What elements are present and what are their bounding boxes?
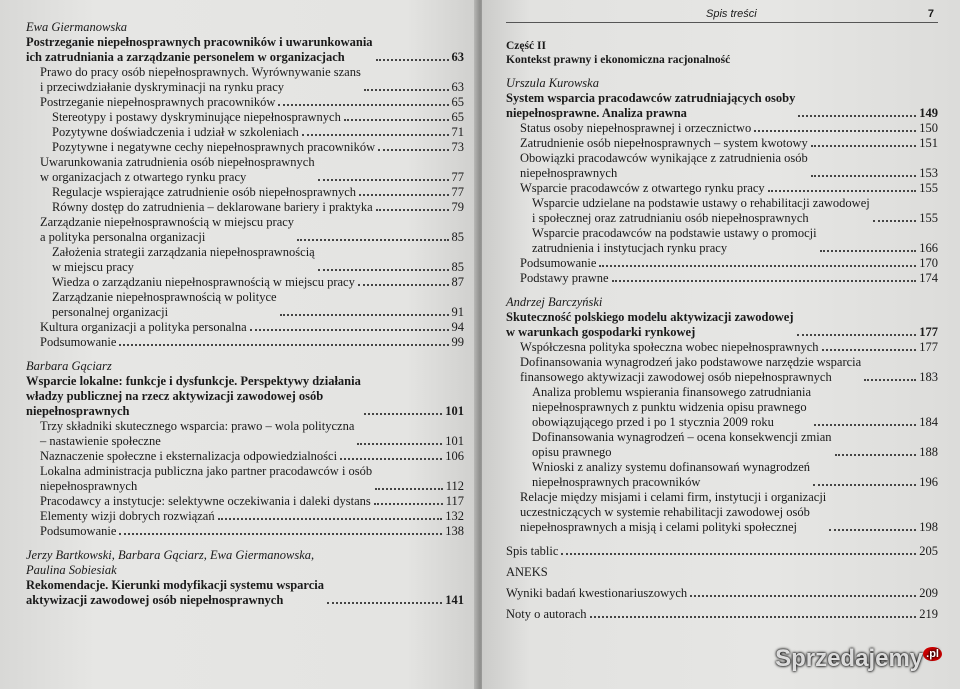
toc-page-number: 166 — [919, 241, 938, 255]
dot-leader — [829, 529, 916, 531]
dot-leader — [359, 194, 448, 196]
toc-page-number: 151 — [919, 136, 938, 150]
toc-entry-text: Postrzeganie niepełnosprawnych pracowników — [40, 95, 276, 109]
toc-entry — [506, 136, 938, 151]
part-label: Część II — [506, 40, 546, 52]
toc-entry — [26, 464, 464, 494]
toc-page-number: 99 — [451, 335, 464, 349]
dot-leader — [814, 424, 916, 426]
toc-page-number: 198 — [919, 520, 938, 534]
dot-leader — [364, 89, 449, 91]
toc-entry-text: Pozytywne doświadczenia i udział w szkoleniach — [52, 125, 299, 139]
toc-page-number: 150 — [919, 121, 938, 135]
toc-entry-text: System wsparcia pracodawców zatrudniających osoby niepełnosprawne. Analiza prawna — [506, 91, 796, 120]
right-toc — [506, 76, 938, 544]
toc-entry-text: Stereotypy i postawy dyskryminujące niepełnosprawnych — [52, 110, 341, 124]
toc-entry — [26, 245, 464, 275]
toc-page-number: 209 — [919, 586, 938, 600]
toc-page-number: 79 — [451, 200, 464, 214]
toc-entry-text: Wsparcie pracodawców z otwartego rynku pracy — [520, 181, 765, 195]
toc-page-number: 101 — [445, 434, 464, 448]
section-author: Urszula Kurowska — [506, 76, 599, 90]
toc-entry — [506, 430, 938, 460]
toc-entry-text: Status osoby niepełnosprawnej i orzecznictwo — [520, 121, 752, 135]
toc-page-number: 184 — [919, 415, 938, 429]
toc-entry-text: Naznaczenie społeczne i eksternalizacja odpowiedzialności — [40, 449, 338, 463]
toc-entry — [26, 320, 464, 335]
toc-entry — [506, 196, 938, 226]
dot-leader — [378, 149, 448, 151]
toc-page-number: 106 — [445, 449, 464, 463]
dot-leader — [318, 269, 449, 271]
right-page — [482, 0, 960, 689]
dot-leader — [357, 443, 442, 445]
watermark-suffix: .pl — [923, 647, 942, 661]
dot-leader — [374, 503, 443, 505]
toc-entry — [506, 121, 938, 136]
toc-entry — [506, 460, 938, 490]
toc-page-number: 132 — [445, 509, 464, 523]
part-heading — [506, 39, 938, 67]
toc-page-number: 85 — [451, 260, 464, 274]
toc-entry — [26, 524, 464, 539]
toc-entry-text: Współczesna polityka społeczna wobec niepełnosprawnych — [520, 340, 819, 354]
toc-entry-text: Zarządzanie niepełnosprawnością w polityce personalnej organizacji — [52, 290, 277, 319]
toc-entry-text: Lokalna administracja publiczna jako partner pracodawców i osób niepełnosprawnych — [40, 464, 373, 493]
toc-entry — [506, 340, 938, 355]
toc-entry — [506, 226, 938, 256]
toc-entry — [506, 607, 938, 622]
dot-leader — [375, 488, 443, 490]
toc-entry — [506, 310, 938, 340]
dot-leader — [278, 104, 448, 106]
toc-section — [26, 359, 464, 539]
toc-page-number: 85 — [451, 230, 464, 244]
dot-leader — [864, 379, 916, 381]
dot-leader — [820, 250, 917, 252]
toc-page-number: 149 — [919, 106, 938, 120]
toc-entry — [506, 565, 938, 580]
toc-entry — [506, 355, 938, 385]
toc-entry-text: Pracodawcy a instytucje: selektywne oczekiwania i daleki dystans — [40, 494, 371, 508]
section-author: Ewa Giermanowska — [26, 20, 128, 34]
toc-entry — [26, 35, 464, 65]
dot-leader — [344, 119, 449, 121]
toc-entry-text: Elementy wizji dobrych rozwiązań — [40, 509, 215, 523]
toc-entry-text: Kultura organizacji a polityka personalna — [40, 320, 247, 334]
toc-entry — [26, 185, 464, 200]
toc-entry-text: Podsumowanie — [40, 524, 117, 538]
toc-entry-text: Rekomendacje. Kierunki modyfikacji systemu wsparcia aktywizacji zawodowej osób niepełnosprawnych — [26, 578, 325, 607]
toc-entry-text: Równy dostęp do zatrudnienia – deklarowane bariery i praktyka — [52, 200, 373, 214]
dot-leader — [690, 595, 916, 597]
toc-entry-text: ANEKS — [506, 565, 548, 579]
toc-page-number: 71 — [451, 125, 464, 139]
toc-entry-text: Relacje między misjami i celami firm, instytucji i organizacji uczestniczących w systemie rehabilitacji zawodowej osób niepełnosprawnych a misją i celami polityki społecznej — [520, 490, 827, 534]
toc-page-number: 170 — [919, 256, 938, 270]
dot-leader — [119, 344, 448, 346]
toc-entry-text: Noty o autorach — [506, 607, 587, 621]
toc-entry — [506, 91, 938, 121]
toc-page-number: 205 — [919, 544, 938, 558]
toc-entry-text: Uwarunkowania zatrudnienia osób niepełnosprawnych w organizacjach z otwartego rynku pracy — [40, 155, 315, 184]
dot-leader — [302, 134, 449, 136]
toc-entry-text: Regulacje wspierające zatrudnienie osób niepełnosprawnych — [52, 185, 357, 199]
toc-entry — [506, 490, 938, 535]
toc-entry-text: Założenia strategii zarządzania niepełnosprawnością w miejscu pracy — [52, 245, 315, 274]
toc-entry-text: Dofinansowania wynagrodzeń jako podstawowe narzędzie wsparcia finansowego aktywizacji zawodowej osób niepełnosprawnych — [520, 355, 862, 384]
toc-entry — [506, 181, 938, 196]
toc-entry — [26, 65, 464, 95]
spacer — [26, 611, 464, 617]
header-page-number: 7 — [927, 8, 934, 20]
toc-entry — [506, 256, 938, 271]
toc-entry-text: Wiedza o zarządzaniu niepełnosprawnością w miejscu pracy — [52, 275, 355, 289]
toc-page-number: 183 — [919, 370, 938, 384]
toc-entry-text: Trzy składniki skutecznego wsparcia: prawo – wola polityczna – nastawienie społeczne — [40, 419, 355, 448]
dot-leader — [250, 329, 449, 331]
toc-entry — [26, 449, 464, 464]
dot-leader — [297, 239, 448, 241]
toc-entry — [506, 544, 938, 559]
toc-page-number: 65 — [451, 110, 464, 124]
toc-entry — [26, 275, 464, 290]
toc-entry — [26, 95, 464, 110]
toc-entry-text: Wsparcie udzielane na podstawie ustawy o rehabilitacji zawodowej i społecznej oraz zatrudnianiu osób niepełnosprawnych — [532, 196, 870, 225]
dot-leader — [590, 616, 917, 618]
dot-leader — [280, 314, 449, 316]
dot-leader — [811, 145, 916, 147]
toc-entry — [506, 385, 938, 430]
toc-section — [26, 20, 464, 350]
dot-leader — [327, 602, 442, 604]
watermark-logo — [775, 645, 942, 673]
dot-leader — [754, 130, 916, 132]
toc-entry — [26, 215, 464, 245]
dot-leader — [119, 533, 442, 535]
toc-entry-text: Wsparcie lokalne: funkcje i dysfunkcje. Perspektywy działania władzy publicznej na rzecz aktywizacji zawodowej osób niepełnosprawnych — [26, 374, 361, 418]
toc-page-number: 94 — [451, 320, 464, 334]
toc-entry — [26, 578, 464, 608]
toc-page-number: 219 — [919, 607, 938, 621]
dot-leader — [835, 454, 917, 456]
toc-entry — [26, 125, 464, 140]
part-subtitle: Kontekst prawny i ekonomiczna racjonalność — [506, 54, 731, 66]
dot-leader — [561, 553, 916, 555]
toc-page-number: 91 — [451, 305, 464, 319]
toc-entry — [26, 290, 464, 320]
toc-page-number: 117 — [445, 494, 464, 508]
toc-entry-text: Zarządzanie niepełnosprawnością w miejscu pracy a polityka personalna organizacji — [40, 215, 295, 244]
toc-entry-text: Zatrudnienie osób niepełnosprawnych – system kwotowy — [520, 136, 808, 150]
toc-page-number: 196 — [919, 475, 938, 489]
toc-entry-text: Dofinansowania wynagrodzeń – ocena konsekwencji zmian opisu prawnego — [532, 430, 832, 459]
dot-leader — [612, 280, 917, 282]
dot-leader — [798, 115, 916, 117]
toc-page-number: 177 — [919, 325, 938, 339]
toc-entry-text: Spis tablic — [506, 544, 559, 558]
toc-page-number: 112 — [445, 479, 464, 493]
left-toc — [26, 20, 464, 617]
toc-entry-text: Podsumowanie — [40, 335, 117, 349]
toc-section — [506, 295, 938, 535]
header-title: Spis treści — [706, 8, 757, 20]
left-page — [0, 0, 478, 689]
toc-entry — [26, 155, 464, 185]
watermark-text: Sprzedajemy — [775, 645, 924, 672]
toc-page-number: 153 — [919, 166, 938, 180]
toc-section — [506, 76, 938, 286]
toc-entry — [26, 419, 464, 449]
toc-entry — [26, 509, 464, 524]
toc-entry-text: Podstawy prawne — [520, 271, 609, 285]
section-author: Andrzej Barczyński — [506, 295, 603, 309]
toc-page-number: 63 — [451, 50, 464, 64]
dot-leader — [768, 190, 917, 192]
toc-entry-text: Podsumowanie — [520, 256, 597, 270]
dot-leader — [358, 284, 449, 286]
toc-entry-text: Wsparcie pracodawców na podstawie ustawy o promocji zatrudnienia i instytucjach rynku pracy — [532, 226, 817, 255]
dot-leader — [797, 334, 917, 336]
dot-leader — [218, 518, 443, 520]
section-author: Barbara Gąciarz — [26, 359, 112, 373]
toc-entry — [26, 494, 464, 509]
right-tail — [506, 544, 938, 622]
toc-entry-text: Postrzeganie niepełnosprawnych pracowników i uwarunkowania ich zatrudniania a zarządzanie personelem w organizacjach — [26, 35, 373, 64]
toc-entry — [26, 335, 464, 350]
toc-entry-text: Skuteczność polskiego modelu aktywizacji zawodowej w warunkach gospodarki rynkowej — [506, 310, 794, 339]
toc-page-number: 77 — [451, 170, 464, 184]
section-author: Jerzy Bartkowski, Barbara Gąciarz, Ewa Giermanowska, Paulina Sobiesiak — [26, 548, 315, 577]
toc-entry-text: Prawo do pracy osób niepełnosprawnych. Wyrównywanie szans i przeciwdziałanie dyskryminacji na rynku pracy — [40, 65, 361, 94]
toc-page-number: 77 — [451, 185, 464, 199]
dot-leader — [376, 59, 449, 61]
toc-page-number: 63 — [451, 80, 464, 94]
toc-entry-text: Obowiązki pracodawców wynikające z zatrudnienia osób niepełnosprawnych — [520, 151, 808, 180]
toc-entry — [506, 586, 938, 601]
toc-page-number: 155 — [919, 211, 938, 225]
toc-page-number: 155 — [919, 181, 938, 195]
dot-leader — [873, 220, 917, 222]
toc-entry-text: Wnioski z analizy systemu dofinansowań wynagrodzeń niepełnosprawnych pracowników — [532, 460, 811, 489]
toc-page-number: 177 — [919, 340, 938, 354]
toc-page-number: 188 — [919, 445, 938, 459]
dot-leader — [822, 349, 917, 351]
toc-section — [26, 548, 464, 608]
dot-leader — [364, 413, 442, 415]
toc-entry — [26, 140, 464, 155]
toc-page-number: 101 — [445, 404, 464, 418]
toc-entry-text: Pozytywne i negatywne cechy niepełnosprawnych pracowników — [52, 140, 376, 154]
toc-entry — [26, 200, 464, 215]
dot-leader — [811, 175, 917, 177]
toc-page-number: 138 — [445, 524, 464, 538]
dot-leader — [318, 179, 449, 181]
toc-entry — [26, 374, 464, 419]
toc-entry — [506, 151, 938, 181]
dot-leader — [340, 458, 442, 460]
toc-page-number: 141 — [445, 593, 464, 607]
running-header — [506, 8, 938, 23]
toc-entry-text: Wyniki badań kwestionariuszowych — [506, 586, 688, 600]
dot-leader — [376, 209, 449, 211]
toc-entry — [506, 271, 938, 286]
toc-entry-text: Analiza problemu wspierania finansowego zatrudniania niepełnosprawnych z punktu widzenia opisu prawnego obowiązującego przed i po 1 stycznia 2009 roku — [532, 385, 812, 429]
toc-page-number: 73 — [451, 140, 464, 154]
dot-leader — [813, 484, 916, 486]
toc-page-number: 87 — [451, 275, 464, 289]
dot-leader — [599, 265, 916, 267]
toc-entry — [26, 110, 464, 125]
toc-page-number: 65 — [451, 95, 464, 109]
toc-page-number: 174 — [919, 271, 938, 285]
